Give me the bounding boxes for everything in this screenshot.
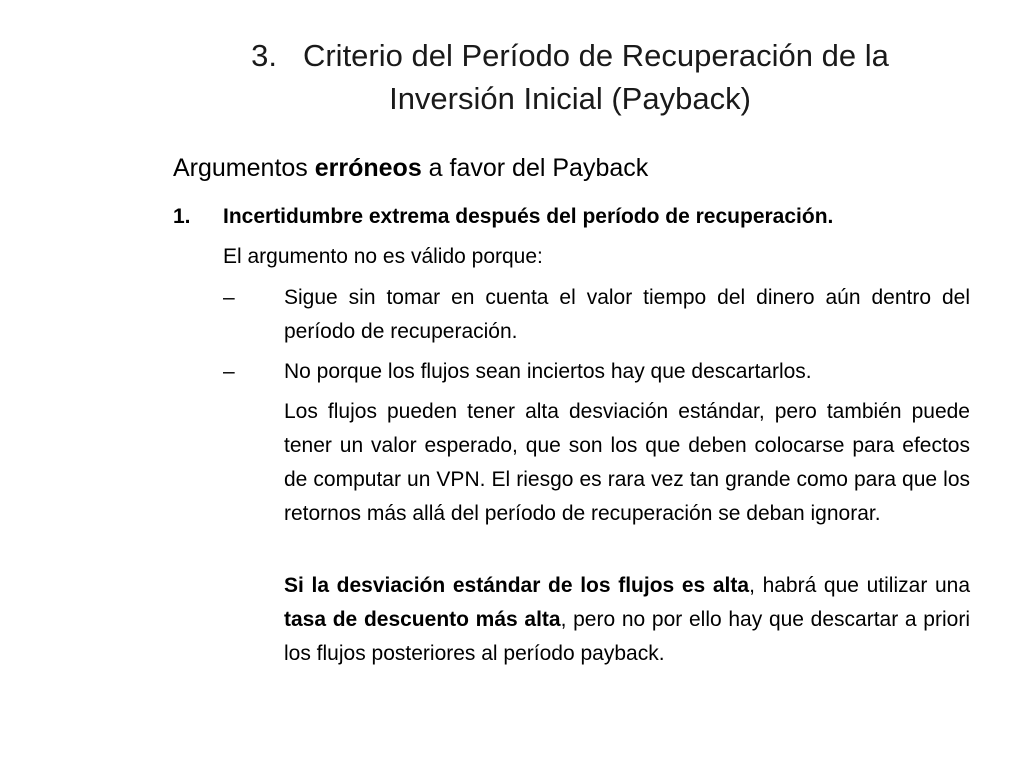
- subtitle-prefix: Argumentos: [173, 154, 315, 182]
- subtitle: [173, 152, 648, 184]
- title-text-line-1: Criterio del Período de Recuperación de la: [302, 38, 889, 73]
- item-number: 1.: [173, 205, 191, 228]
- bullet-text-2: No porque los flujos sean inciertos hay que descartarlos.: [284, 360, 812, 383]
- subtitle-bold: erróneos: [314, 154, 422, 182]
- title-line-1: [150, 34, 990, 77]
- item-intro: El argumento no es válido porque:: [223, 245, 543, 268]
- item-heading-text: Incertidumbre extrema después del período de recuperación.: [223, 205, 834, 228]
- paragraph-1: Los flujos pueden tener alta desviación estándar, pero también puede tener un valor esperado, que son los que deben colocarse para efectos de computar un VPN. El riesgo es rara vez tan grande como para que los retornos más allá del período de recuperación se deban ignorar.: [284, 400, 970, 525]
- paragraph-2: [284, 569, 970, 671]
- title-line-2: Inversión Inicial (Payback): [389, 81, 751, 116]
- bullet-text-1: Sigue sin tomar en cuenta el valor tiempo del dinero aún dentro del período de recuperación.: [284, 286, 970, 343]
- bullet-dash-1: –: [223, 286, 235, 309]
- bullet-dash-2: –: [223, 360, 235, 383]
- paragraph-2-bold-1: Si la desviación estándar de los flujos es alta: [284, 574, 750, 597]
- slide-title: [150, 34, 990, 120]
- subtitle-suffix: a favor del Payback: [421, 154, 649, 182]
- paragraph-2-text-1: , habrá que utilizar una: [749, 574, 970, 597]
- paragraph-2-bold-2: tasa de descuento más alta: [284, 608, 561, 631]
- paragraph-2-text-2: , pero no por ello hay que descartar a priori los flujos posteriores al período payback.: [284, 608, 970, 665]
- numbered-item-heading: [173, 202, 833, 232]
- title-number: 3.: [251, 38, 277, 73]
